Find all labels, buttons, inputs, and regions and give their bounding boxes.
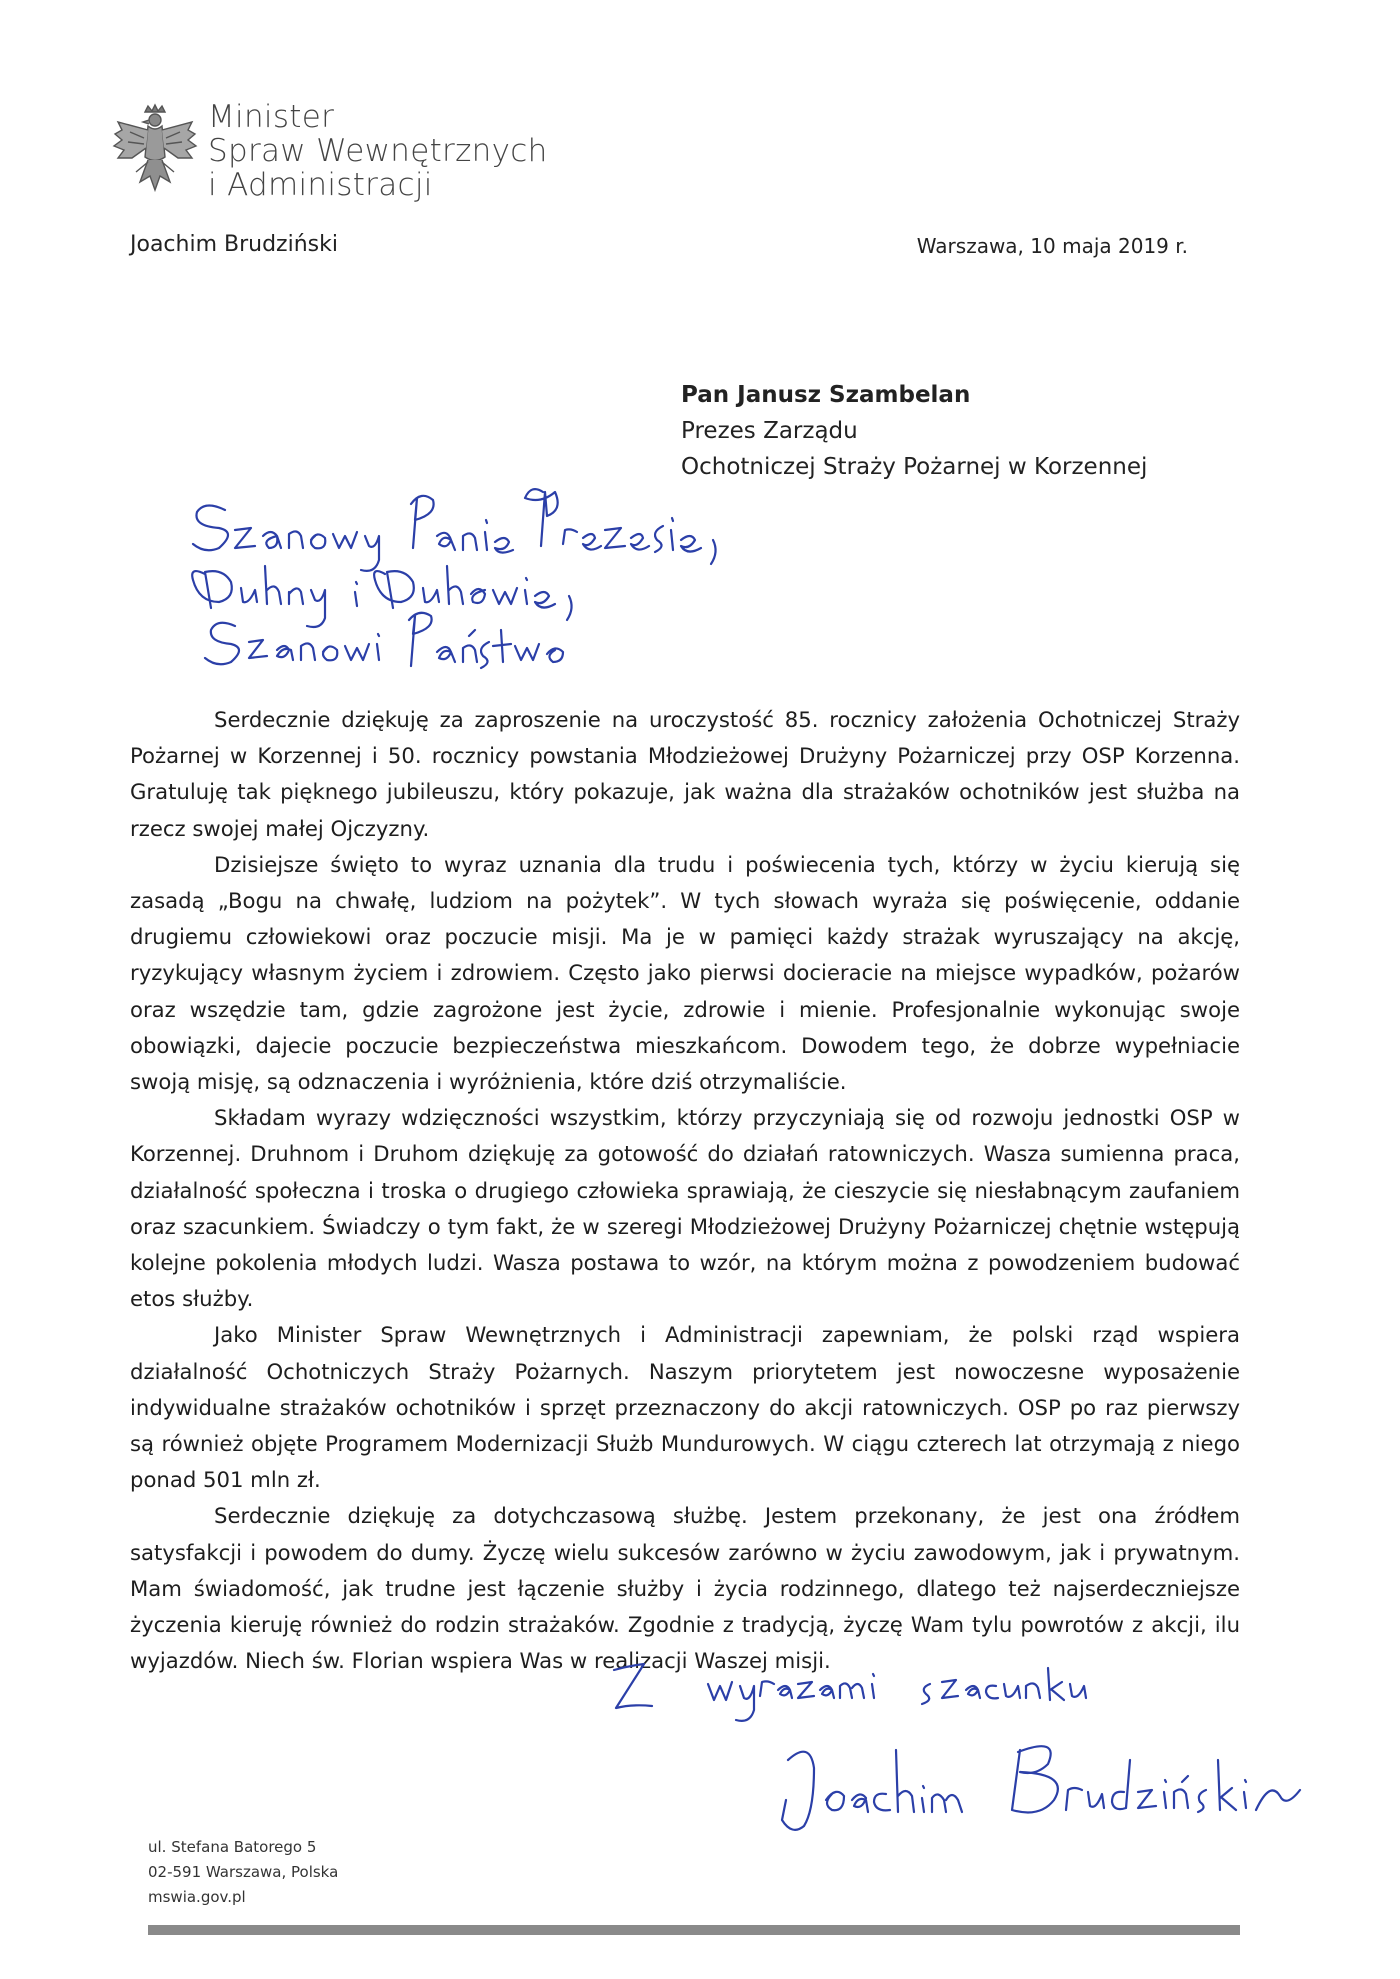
footer-website: mswia.gov.pl <box>148 1888 246 1906</box>
footer-street: ul. Stefana Batorego 5 <box>148 1838 317 1856</box>
addressee-title: Prezes Zarządu <box>681 418 858 444</box>
footer-city: 02-591 Warszawa, Polska <box>148 1863 339 1881</box>
letter-body <box>130 702 1240 1679</box>
handwritten-salutation <box>185 470 745 680</box>
body-paragraph-4: Jako Minister Spraw Wewnętrznych i Administracji zapewniam, że polski rząd wspiera działalność Ochotniczych Straży Pożarnych. Naszym priorytetem jest nowoczesne wyposażenie indywidualne strażaków ochotników i sprzęt przeznaczony do akcji ratowniczych. OSP po raz pierwszy są również objęte Programem Modernizacji Służb Mundurowych. W ciągu czterech lat otrzymają z niego ponad 501 mln zł. <box>130 1322 1240 1493</box>
addressee-organization: Ochotniczej Straży Pożarnej w Korzennej <box>681 454 1148 480</box>
addressee-name: Pan Janusz Szambelan <box>681 382 971 408</box>
ministry-line-2: Spraw Wewnętrznych <box>208 133 548 169</box>
body-paragraph-5: Serdecznie dziękuję za dotychczasową służbę. Jestem przekonany, że jest ona źródłem satysfakcji i powodem do dumy. Życzę wielu sukcesów zarówno w życiu zawodowym, jak i prywatnym. Mam świadomość, jak trudne jest łączenie służby i życia rodzinnego, dlatego też najserdeczniejsze życzenia kieruję również do rodzin strażaków. Zgodnie z tradycją, życzę Wam tylu powrotów z akcji, ilu wyjazdów. Niech św. Florian wspiera Was w realizacji Waszej misji. <box>130 1503 1240 1674</box>
ministry-line-1: Minister <box>208 99 335 135</box>
polish-eagle-emblem-icon <box>110 102 200 202</box>
addressee-block <box>681 377 1147 485</box>
footer-divider-bar <box>148 1925 1240 1935</box>
letter-date: Warszawa, 10 maja 2019 r. <box>916 234 1188 258</box>
footer-address <box>148 1835 338 1910</box>
body-paragraph-1: Serdecznie dziękuję za zaproszenie na uroczystość 85. rocznicy założenia Ochotniczej Straży Pożarnej w Korzennej i 50. rocznicy powstania Młodzieżowej Drużyny Pożarniczej przy OSP Korzenna. Gratuluję tak pięknego jubileuszu, który pokazuje, jak ważna dla strażaków ochotników jest służba na rzecz swojej małej Ojczyzny. <box>130 707 1240 841</box>
sender-name: Joachim Brudziński <box>130 232 338 257</box>
body-paragraph-2: Dzisiejsze święto to wyraz uznania dla trudu i poświecenia tych, którzy w życiu kierują się zasadą „Bogu na chwałę, ludziom na pożytek”. W tych słowach wyraża się poświęcenie, oddanie drugiemu człowiekowi oraz poczucie misji. Ma je w pamięci każdy strażak wyruszający na akcję, ryzykujący własnym życiem i zdrowiem. Często jako pierwsi docieracie na miejsce wypadków, pożarów oraz wszędzie tam, gdzie zagrożone jest życie, zdrowie i mienie. Profesjonalnie wykonując swoje obowiązki, dajecie poczucie bezpieczeństwa mieszkańcom. Dowodem tego, że dobrze wypełniacie swoją misję, są odznaczenia i wyróżnienia, które dziś otrzymaliście. <box>130 851 1240 1095</box>
handwritten-closing-and-signature <box>600 1640 1320 1860</box>
ministry-line-3: i Administracji <box>208 167 433 203</box>
ministry-name <box>208 100 548 202</box>
body-paragraph-3: Składam wyrazy wdzięczności wszystkim, którzy przyczyniają się od rozwoju jednostki OSP w Korzennej. Druhnom i Druhom dziękuję za gotowość do działań ratowniczych. Wasza sumienna praca, działalność społeczna i troska o drugiego człowieka sprawiają, że cieszycie się niesłabnącym zaufaniem oraz szacunkiem. Świadczy o tym fakt, że w szeregi Młodzieżowej Drużyny Pożarniczej chętnie wstępują kolejne pokolenia młodych ludzi. Wasza postawa to wzór, na którym można z powodzeniem budować etos służby. <box>130 1105 1240 1312</box>
